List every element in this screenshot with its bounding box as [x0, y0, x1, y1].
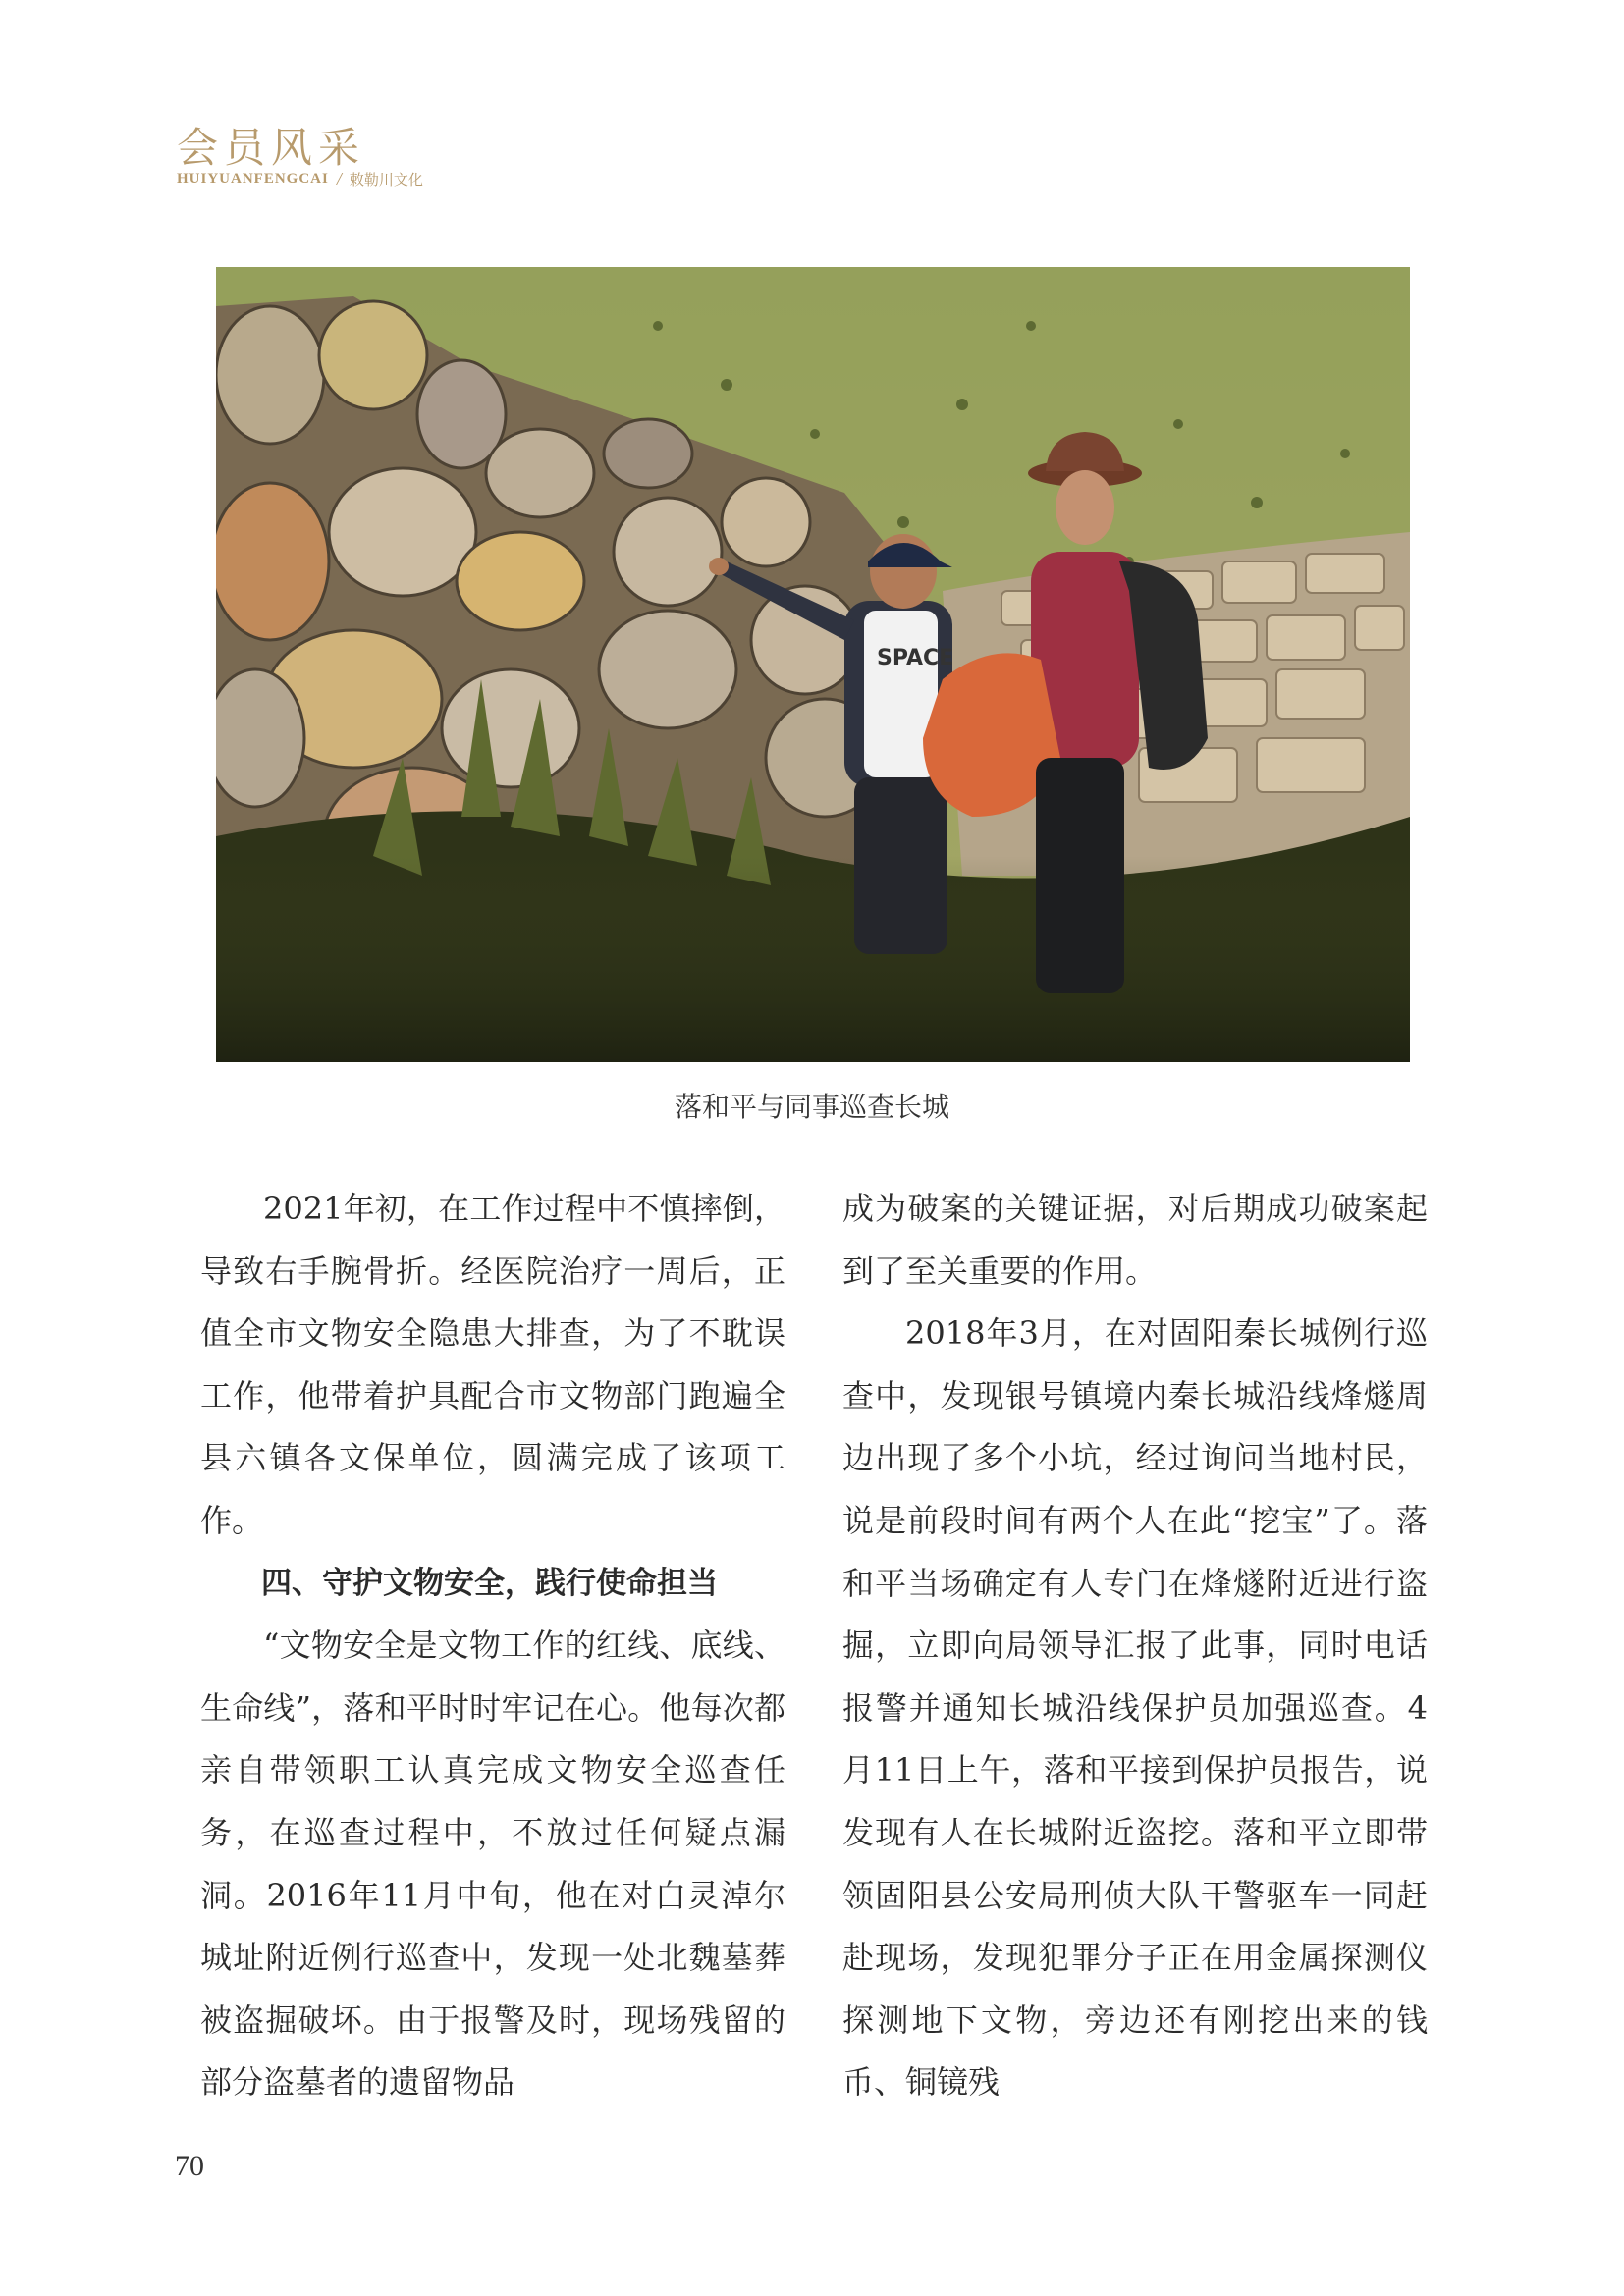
paragraph: “文物安全是文物工作的红线、底线、生命线”，落和平时时牢记在心。他每次都亲自带领职工认真完成文物安全巡查任务，在巡查过程中，不放过任何疑点漏洞。2016年11月中旬，他在对白灵淖尔城址附近例行巡查中，发现一处北魏墓葬被盗掘破坏。由于报警及时，现场残留的部分盗墓者的遗留物品	[200, 1627, 785, 2102]
page-number: 70	[175, 2150, 204, 2182]
photo-great-wall-patrol	[216, 267, 1410, 1062]
paragraph-continued: 成为破案的关键证据，对后期成功破案起到了至关重要的作用。	[842, 1190, 1428, 1290]
photo-illustration	[216, 267, 1410, 1062]
paragraph: 2018年3月，在对固阳秦长城例行巡查中，发现银号镇境内秦长城沿线烽燧周边出现了多个小坑，经过询问当地村民，说是前段时间有两个人在此“挖宝”了。落和平当场确定有人专门在烽燧附近进行盗掘，立即向局领导汇报了此事，同时电话报警并通知长城沿线保护员加强巡查。4月11日上午，落和平接到保护员报告，说发现有人在长城附近盗挖。落和平立即带领固阳县公安局刑侦大队干警驱车一同赶赴现场，发现犯罪分子正在用金属探测仪探测地下文物，旁边还有刚挖出来的钱币、铜镜残	[842, 1314, 1428, 2102]
article-column-right	[842, 1178, 1428, 2114]
section-subtitle-cn: 敕勒川文化	[349, 173, 423, 188]
paragraph: 2021年初，在工作过程中不慎摔倒，导致右手腕骨折。经医院治疗一周后，正值全市文物安全隐患大排查，为了不耽误工作，他带着护具配合市文物部门跑遍全县六镇各文保单位，圆满完成了该项工作。	[200, 1190, 785, 1539]
svg-text:SPACE: SPACE	[877, 646, 954, 670]
article-column-left	[200, 1178, 785, 2114]
photo-caption: 落和平与同事巡查长城	[674, 1091, 949, 1123]
section-subtitle-en: HUIYUANFENGCAI	[177, 171, 329, 187]
section-heading: 四、守护文物安全，践行使命担当	[261, 1565, 718, 1601]
section-subtitle	[177, 169, 423, 189]
slash-divider-icon: /	[336, 169, 342, 188]
section-title: 会员风采	[177, 124, 366, 172]
